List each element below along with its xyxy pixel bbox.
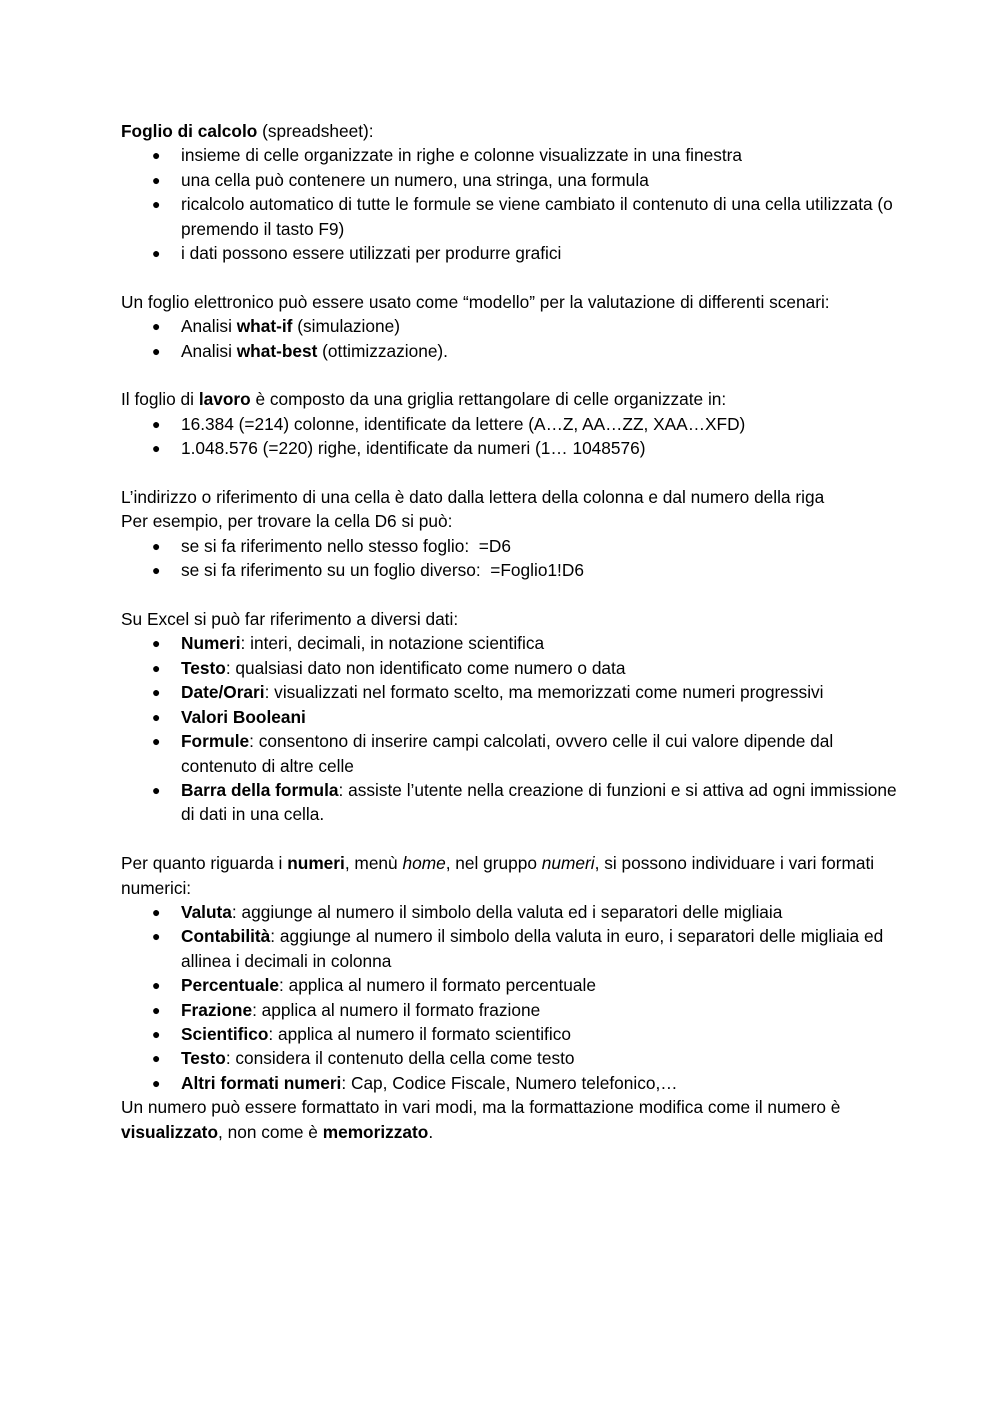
bullet-icon: ● bbox=[152, 684, 161, 701]
list-item bbox=[121, 680, 901, 704]
bullet-icon: ● bbox=[152, 1050, 161, 1067]
item-text: ricalcolo automatico di tutte le formule se viene cambiato il contenuto di una cella utilizzata (o premendo il tasto F9) bbox=[181, 194, 893, 239]
bullet-icon: ● bbox=[152, 196, 161, 213]
closing-paragraph bbox=[121, 1095, 901, 1144]
item-suffix: (simulazione) bbox=[292, 316, 400, 337]
bullet-icon: ● bbox=[152, 245, 161, 262]
list-item bbox=[121, 192, 901, 241]
item-term: what-if bbox=[236, 316, 293, 337]
list-item bbox=[121, 705, 901, 729]
list-item bbox=[121, 656, 901, 680]
item-term: Scientifico bbox=[181, 1023, 269, 1044]
intro-prefix: Il foglio di bbox=[121, 389, 199, 410]
intro-part: , menù bbox=[344, 853, 403, 874]
list-item bbox=[121, 241, 901, 265]
list-item bbox=[121, 778, 901, 827]
item-desc: : interi, decimali, in notazione scientifica bbox=[240, 633, 545, 654]
bullet-icon: ● bbox=[152, 903, 161, 920]
item-desc: : aggiunge al numero il simbolo della valuta ed i separatori delle migliaia bbox=[231, 901, 783, 922]
list-item bbox=[121, 900, 901, 924]
bullet-list bbox=[121, 900, 901, 1095]
bullet-icon: ● bbox=[152, 342, 161, 359]
section-intro: Un foglio elettronico può essere usato come “modello” per la valutazione di differenti scenari: bbox=[121, 291, 830, 312]
list-item bbox=[121, 314, 901, 338]
bullet-list bbox=[121, 143, 901, 265]
item-desc: : qualsiasi dato non identificato come numero o data bbox=[225, 657, 626, 678]
document-page bbox=[121, 119, 901, 1144]
list-item bbox=[121, 534, 901, 558]
item-term: Valori Booleani bbox=[181, 706, 306, 727]
closing-part: Un numero può essere formattato in vari modi, ma la formattazione modifica come il numero è bbox=[121, 1097, 841, 1118]
list-item bbox=[121, 436, 901, 460]
item-text: una cella può contenere un numero, una stringa, una formula bbox=[181, 169, 649, 190]
list-item bbox=[121, 998, 901, 1022]
bullet-icon: ● bbox=[152, 1074, 161, 1091]
item-desc: : aggiunge al numero il simbolo della valuta in euro, i separatori delle migliaia ed allinea i decimali in colonna bbox=[181, 926, 884, 971]
item-term: Contabilità bbox=[181, 926, 271, 947]
item-desc: : assiste l’utente nella creazione di funzioni e si attiva ad ogni immissione di dati in una cella. bbox=[181, 779, 897, 825]
bullet-list bbox=[121, 314, 901, 363]
item-desc: : Cap, Codice Fiscale, Numero telefonico,… bbox=[341, 1072, 678, 1093]
section-intro bbox=[121, 851, 901, 900]
intro-suffix: è composto da una griglia rettangolare di celle organizzate in: bbox=[250, 389, 727, 410]
bullet-icon: ● bbox=[152, 171, 161, 188]
closing-part: , non come è bbox=[218, 1121, 323, 1142]
bullet-icon: ● bbox=[152, 562, 161, 579]
item-prefix: Analisi bbox=[181, 340, 237, 361]
item-term: what-best bbox=[236, 340, 318, 361]
section-line: Per esempio, per trovare la cella D6 si può: bbox=[121, 511, 453, 532]
item-desc: : visualizzati nel formato scelto, ma memorizzati come numeri progressivi bbox=[264, 682, 824, 703]
intro-italic: home bbox=[402, 853, 446, 874]
item-text: insieme di celle organizzate in righe e colonne visualizzate in una finestra bbox=[181, 145, 742, 166]
list-item bbox=[121, 631, 901, 655]
bullet-icon: ● bbox=[152, 440, 161, 457]
item-text: se si fa riferimento nello stesso foglio: =D6 bbox=[181, 535, 511, 556]
bullet-icon: ● bbox=[152, 635, 161, 652]
section-formati-numerici bbox=[121, 851, 901, 1144]
item-term: Numeri bbox=[181, 633, 241, 654]
bullet-icon: ● bbox=[152, 708, 161, 725]
bullet-icon: ● bbox=[152, 147, 161, 164]
item-prefix: Analisi bbox=[181, 316, 237, 337]
bullet-icon: ● bbox=[152, 537, 161, 554]
bullet-icon: ● bbox=[152, 415, 161, 432]
item-desc: : applica al numero il formato frazione bbox=[252, 999, 541, 1020]
section-riferimento-cella bbox=[121, 485, 901, 583]
item-text: se si fa riferimento su un foglio diverso: =Foglio1!D6 bbox=[181, 560, 584, 581]
section-heading bbox=[121, 119, 901, 143]
item-term: Valuta bbox=[181, 901, 232, 922]
item-term: Barra della formula bbox=[181, 779, 339, 800]
list-item bbox=[121, 143, 901, 167]
section-intro bbox=[121, 387, 901, 411]
list-item bbox=[121, 924, 901, 973]
intro-term: lavoro bbox=[198, 389, 251, 410]
item-term: Date/Orari bbox=[181, 682, 265, 703]
bullet-icon: ● bbox=[152, 1001, 161, 1018]
list-item bbox=[121, 729, 901, 778]
list-item bbox=[121, 558, 901, 582]
section-foglio-di-calcolo bbox=[121, 119, 901, 265]
list-item bbox=[121, 168, 901, 192]
intro-italic: numeri bbox=[541, 853, 595, 874]
item-desc: : consentono di inserire campi calcolati, ovvero celle il cui valore dipende dal contenuto di altre celle bbox=[181, 731, 834, 776]
list-item bbox=[121, 339, 901, 363]
item-term: Testo bbox=[181, 657, 226, 678]
item-text: 1.048.576 (=220) righe, identificate da numeri (1… 1048576) bbox=[181, 438, 646, 459]
intro-part: Per quanto riguarda i bbox=[121, 853, 288, 874]
item-term: Formule bbox=[181, 731, 250, 752]
bullet-list bbox=[121, 631, 901, 826]
bullet-list bbox=[121, 534, 901, 583]
bullet-icon: ● bbox=[152, 733, 161, 750]
bullet-list bbox=[121, 412, 901, 461]
bullet-icon: ● bbox=[152, 318, 161, 335]
intro-part: , si possono individuare i vari formati numerici: bbox=[121, 853, 875, 898]
section-tipi-di-dati bbox=[121, 607, 901, 827]
closing-part: . bbox=[428, 1121, 434, 1142]
section-intro: Su Excel si può far riferimento a diversi dati: bbox=[121, 609, 459, 630]
list-item bbox=[121, 1071, 901, 1095]
item-term: Testo bbox=[181, 1048, 226, 1069]
closing-bold: memorizzato bbox=[322, 1121, 429, 1142]
item-suffix: (ottimizzazione). bbox=[317, 340, 448, 361]
heading-bold: Foglio di calcolo bbox=[121, 121, 258, 141]
item-text: i dati possono essere utilizzati per produrre grafici bbox=[181, 243, 562, 264]
bullet-icon: ● bbox=[152, 1025, 161, 1042]
section-modello bbox=[121, 290, 901, 363]
bullet-icon: ● bbox=[152, 659, 161, 676]
bullet-icon: ● bbox=[152, 781, 161, 798]
item-text: 16.384 (=214) colonne, identificate da lettere (A…Z, AA…ZZ, XAA…XFD) bbox=[181, 413, 746, 434]
bullet-icon: ● bbox=[152, 977, 161, 994]
list-item bbox=[121, 1022, 901, 1046]
section-line: L’indirizzo o riferimento di una cella è dato dalla lettera della colonna e dal numero della riga bbox=[121, 487, 825, 508]
heading-rest: (spreadsheet): bbox=[257, 121, 374, 141]
item-term: Frazione bbox=[181, 999, 253, 1020]
item-term: Altri formati numeri bbox=[181, 1072, 342, 1093]
closing-bold: visualizzato bbox=[121, 1121, 218, 1142]
section-foglio-di-lavoro bbox=[121, 387, 901, 460]
list-item bbox=[121, 973, 901, 997]
list-item bbox=[121, 1046, 901, 1070]
item-desc: : applica al numero il formato percentuale bbox=[278, 975, 596, 996]
list-item bbox=[121, 412, 901, 436]
item-desc: : considera il contenuto della cella come testo bbox=[225, 1048, 575, 1069]
intro-bold: numeri bbox=[287, 853, 345, 874]
item-desc: : applica al numero il formato scientifico bbox=[268, 1023, 571, 1044]
item-term: Percentuale bbox=[181, 975, 279, 996]
intro-part: , nel gruppo bbox=[445, 853, 542, 874]
bullet-icon: ● bbox=[152, 928, 161, 945]
